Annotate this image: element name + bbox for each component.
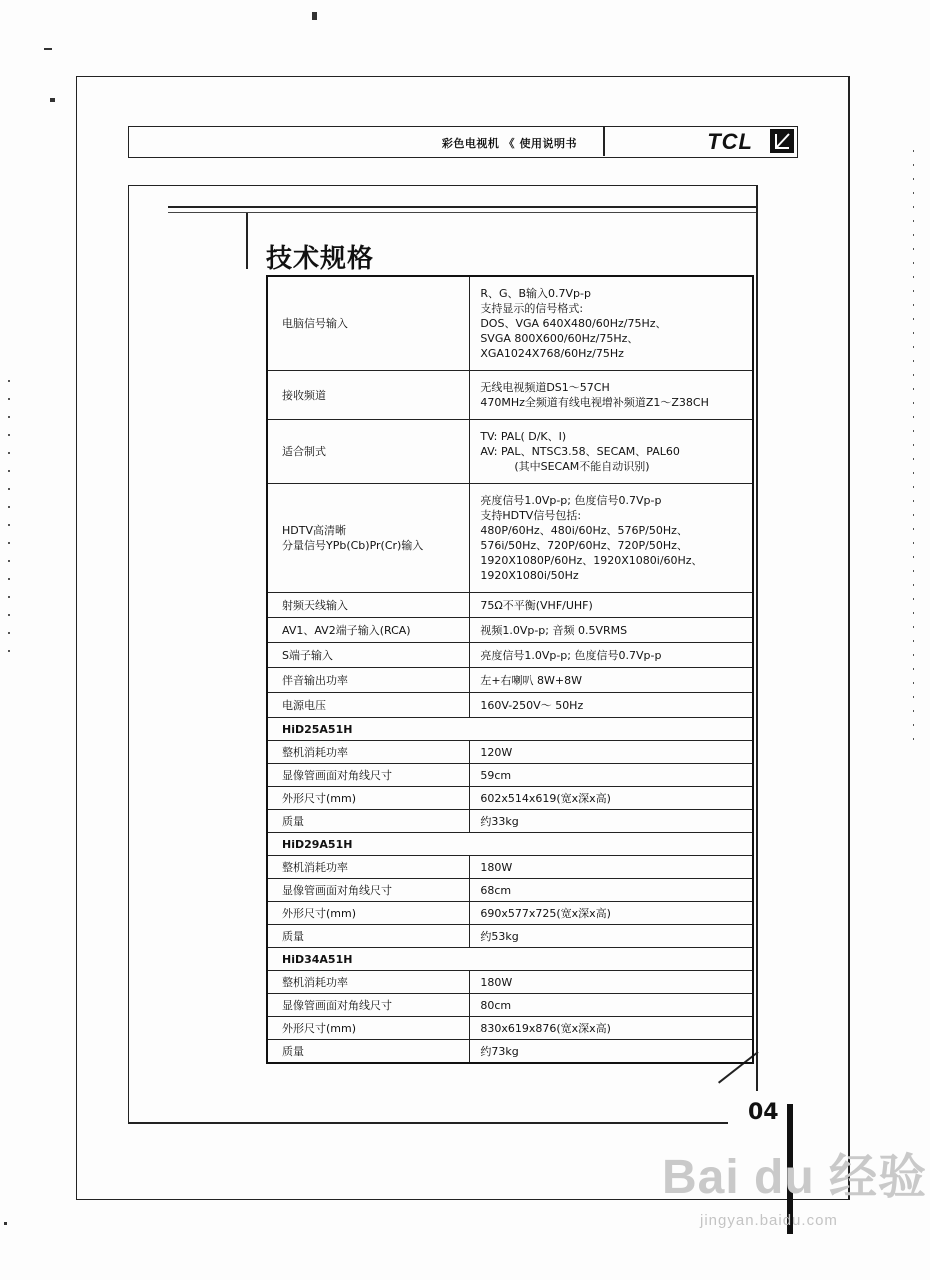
model-spec-value: 180W	[470, 971, 753, 994]
model-spec-value: 59cm	[470, 764, 753, 787]
spec-label: HDTV高清晰	[282, 524, 346, 537]
spec-value-cell	[470, 643, 753, 668]
scan-dots	[913, 150, 915, 750]
spec-label-cell	[267, 276, 470, 371]
spec-label-cell	[267, 693, 470, 718]
scan-speck	[4, 1222, 7, 1225]
model-row	[267, 718, 753, 741]
model-spec-label: 整机消耗功率	[267, 971, 470, 994]
model-spec-label: 外形尺寸(mm)	[267, 1017, 470, 1040]
model-spec-row	[267, 994, 753, 1017]
watermark-logo: Bai du 经验	[662, 1151, 928, 1204]
spec-value-line: SVGA 800X600/60Hz/75Hz、	[480, 332, 639, 345]
model-spec-value: 690x577x725(宽x深x高)	[470, 902, 753, 925]
spec-table	[266, 275, 754, 1064]
model-spec-value: 180W	[470, 856, 753, 879]
spec-row	[267, 276, 753, 371]
model-name: HiD29A51H	[267, 833, 753, 856]
spec-value-line: 576i/50Hz、720P/60Hz、720P/50Hz、	[480, 539, 688, 552]
brand-mark-icon	[770, 129, 794, 153]
spec-label-cell	[267, 618, 470, 643]
spec-label-cell	[267, 420, 470, 484]
spec-value-line: 亮度信号1.0Vp-p; 色度信号0.7Vp-p	[480, 494, 662, 507]
spec-label: 电脑信号输入	[282, 317, 348, 330]
spec-value-line: 支持显示的信号格式:	[480, 302, 584, 315]
spec-value-cell	[470, 593, 753, 618]
model-spec-label: 显像管画面对角线尺寸	[267, 764, 470, 787]
spec-row	[267, 618, 753, 643]
spec-value-line: 470MHz全频道有线电视增补频道Z1～Z38CH	[480, 396, 709, 409]
model-spec-label: 整机消耗功率	[267, 856, 470, 879]
heading-vertical-rule	[246, 213, 248, 269]
model-name: HiD34A51H	[267, 948, 753, 971]
spec-value-line: TV: PAL( D/K、I)	[480, 430, 567, 443]
model-spec-label: 外形尺寸(mm)	[267, 902, 470, 925]
spec-value-line: 160V-250V～ 50Hz	[480, 698, 584, 712]
model-spec-row	[267, 810, 753, 833]
spec-value-line: R、G、B输入0.7Vp-p	[480, 287, 591, 300]
model-spec-label: 整机消耗功率	[267, 741, 470, 764]
spec-value-line: 左+右喇叭 8W+8W	[480, 673, 583, 687]
spec-value-cell	[470, 420, 753, 484]
model-spec-value: 602x514x619(宽x深x高)	[470, 787, 753, 810]
spec-value-cell	[470, 618, 753, 643]
model-spec-row	[267, 1017, 753, 1040]
page-number: 04	[748, 1100, 779, 1125]
spec-value-cell	[470, 484, 753, 593]
model-spec-label: 质量	[267, 925, 470, 948]
spec-label: 电源电压	[282, 698, 326, 712]
spec-label: 射频天线输入	[282, 598, 348, 612]
scan-dots	[8, 380, 10, 660]
header-title: 彩色电视机 《 使用说明书	[441, 137, 577, 150]
model-spec-value: 68cm	[470, 879, 753, 902]
spec-row	[267, 420, 753, 484]
model-spec-label: 显像管画面对角线尺寸	[267, 994, 470, 1017]
model-spec-row	[267, 1040, 753, 1064]
model-spec-label: 质量	[267, 810, 470, 833]
spec-label-2: 分量信号YPb(Cb)Pr(Cr)输入	[282, 539, 424, 552]
spec-row	[267, 484, 753, 593]
spec-value-cell	[470, 371, 753, 420]
model-row	[267, 948, 753, 971]
model-row	[267, 833, 753, 856]
model-name: HiD25A51H	[267, 718, 753, 741]
model-spec-value: 80cm	[470, 994, 753, 1017]
spec-value-line: 亮度信号1.0Vp-p; 色度信号0.7Vp-p	[480, 648, 662, 662]
spec-row	[267, 643, 753, 668]
spec-value-line: 480P/60Hz、480i/60Hz、576P/50Hz、	[480, 524, 688, 537]
scan-speck	[312, 12, 317, 20]
model-spec-row	[267, 971, 753, 994]
spec-label-cell	[267, 643, 470, 668]
spec-value-line: 视频1.0Vp-p; 音频 0.5VRMS	[480, 623, 628, 637]
model-spec-row	[267, 856, 753, 879]
spec-label: S端子输入	[282, 648, 333, 662]
spec-label: AV1、AV2端子输入(RCA)	[282, 623, 411, 637]
spec-row	[267, 371, 753, 420]
model-spec-row	[267, 925, 753, 948]
spec-value-cell	[470, 693, 753, 718]
model-spec-value: 约73kg	[470, 1040, 753, 1064]
spec-value-line: 1920X1080i/50Hz	[480, 569, 579, 582]
brand-logo: TCL	[707, 129, 753, 154]
spec-value-line: 1920X1080P/60Hz、1920X1080i/60Hz、	[480, 554, 703, 567]
scan-speck	[50, 98, 55, 102]
model-spec-label: 外形尺寸(mm)	[267, 787, 470, 810]
content-frame-right	[756, 185, 758, 1091]
spec-label-cell	[267, 484, 470, 593]
heading-rule-thin	[168, 212, 756, 213]
header-bar	[128, 126, 798, 158]
spec-label: 接收频道	[282, 388, 326, 402]
page-outer-frame-right	[848, 76, 850, 1200]
model-spec-row	[267, 787, 753, 810]
header-divider	[603, 127, 605, 156]
spec-value-line: (其中SECAM不能自动识别)	[514, 460, 650, 473]
spec-value-cell	[470, 668, 753, 693]
spec-row	[267, 693, 753, 718]
spec-label: 适合制式	[282, 445, 326, 458]
spec-table-body	[267, 276, 753, 1063]
spec-value-line: DOS、VGA 640X480/60Hz/75Hz、	[480, 317, 667, 330]
section-title: 技术规格	[266, 244, 375, 274]
spec-row	[267, 668, 753, 693]
model-spec-row	[267, 764, 753, 787]
watermark-url: jingyan.baidu.com	[700, 1212, 838, 1229]
spec-value-line: AV: PAL、NTSC3.58、SECAM、PAL60	[480, 445, 680, 458]
model-spec-value: 830x619x876(宽x深x高)	[470, 1017, 753, 1040]
content-frame-bottom	[128, 1122, 728, 1124]
model-spec-row	[267, 741, 753, 764]
scan-speck	[44, 48, 52, 50]
spec-label-cell	[267, 593, 470, 618]
spec-value-cell	[470, 276, 753, 371]
model-spec-row	[267, 902, 753, 925]
model-spec-value: 约33kg	[470, 810, 753, 833]
spec-label-cell	[267, 668, 470, 693]
spec-value-line: XGA1024X768/60Hz/75Hz	[480, 347, 624, 360]
model-spec-row	[267, 879, 753, 902]
model-spec-value: 约53kg	[470, 925, 753, 948]
spec-row	[267, 593, 753, 618]
spec-label: 伴音输出功率	[282, 673, 348, 687]
model-spec-label: 显像管画面对角线尺寸	[267, 879, 470, 902]
spec-value-line: 75Ω不平衡(VHF/UHF)	[480, 598, 593, 612]
heading-rule	[168, 206, 756, 208]
model-spec-value: 120W	[470, 741, 753, 764]
spec-label-cell	[267, 371, 470, 420]
spec-value-line: 无线电视频道DS1～57CH	[480, 381, 610, 394]
spec-value-line: 支持HDTV信号包括:	[480, 509, 582, 522]
model-spec-label: 质量	[267, 1040, 470, 1064]
